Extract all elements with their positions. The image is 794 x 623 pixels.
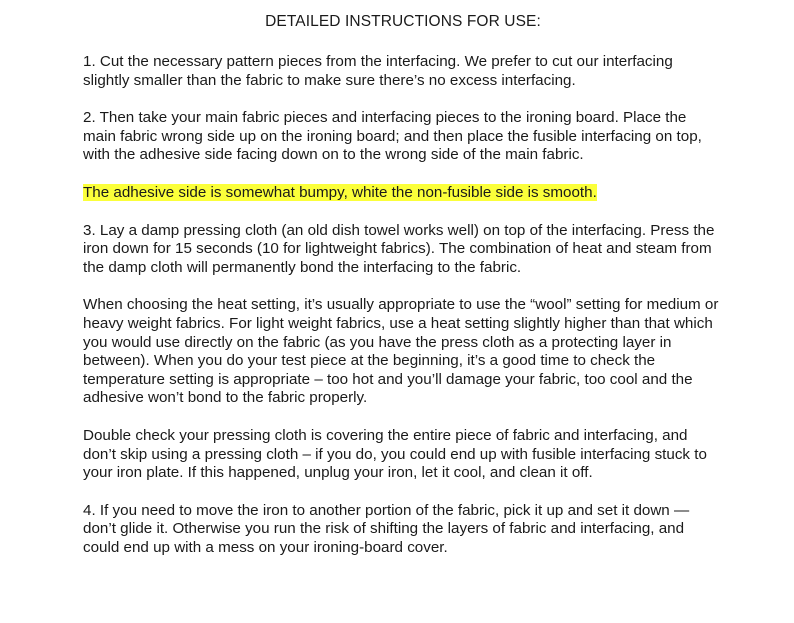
paragraph-step-1: 1. Cut the necessary pattern pieces from the interfacing. We prefer to cut our interfacing slightly smaller than the fabric to make sure there’s no excess interfacing. xyxy=(83,53,673,89)
document-title: DETAILED INSTRUCTIONS FOR USE: xyxy=(265,13,541,30)
paragraph-pressing-cloth: Double check your pressing cloth is covering the entire piece of fabric and interfacing, and don’t skip using a pressing cloth – if you do, you could end up with fusible interfacing stuck to your iron plate. If this happened, unplug your iron, let it cool, and clean it off. xyxy=(83,426,707,482)
highlighted-note-text: The adhesive side is somewhat bumpy, white the non-fusible side is smooth. xyxy=(83,183,597,201)
paragraph-step-3: 3. Lay a damp pressing cloth (an old dish towel works well) on top of the interfacing. Press the iron down for 15 seconds (10 for lightweight fabrics). The combination of heat and steam from the damp cloth will permanently bond the interfacing to the fabric. xyxy=(83,221,715,276)
instructions-document xyxy=(83,12,723,576)
paragraph-step-2: 2. Then take your main fabric pieces and interfacing pieces to the ironing board. Place the main fabric wrong side up on the ironing board; and then place the fusible interfacing on top, with the adhesive side facing down on to the wrong side of the main fabric. xyxy=(83,109,702,164)
paragraph-heat-setting: When choosing the heat setting, it’s usually appropriate to use the “wool” setting for medium or heavy weight fabrics. For light weight fabrics, use a heat setting slightly higher than that which you would use directly on the fabric (as you have the press cloth as a protecting layer in between). When you do your test piece at the beginning, it’s a good time to check the temperature setting is appropriate – too hot and you’ll damage your fabric, too cool and the adhesive won’t bond to the fabric properly. xyxy=(83,296,719,407)
paragraph-step-4: 4. If you need to move the iron to another portion of the fabric, pick it up and set it down — don’t glide it. Otherwise you run the risk of shifting the layers of fabric and interfacing, and could end up with a mess on your ironing-board cover. xyxy=(83,501,690,556)
highlighted-note-paragraph xyxy=(83,184,723,203)
